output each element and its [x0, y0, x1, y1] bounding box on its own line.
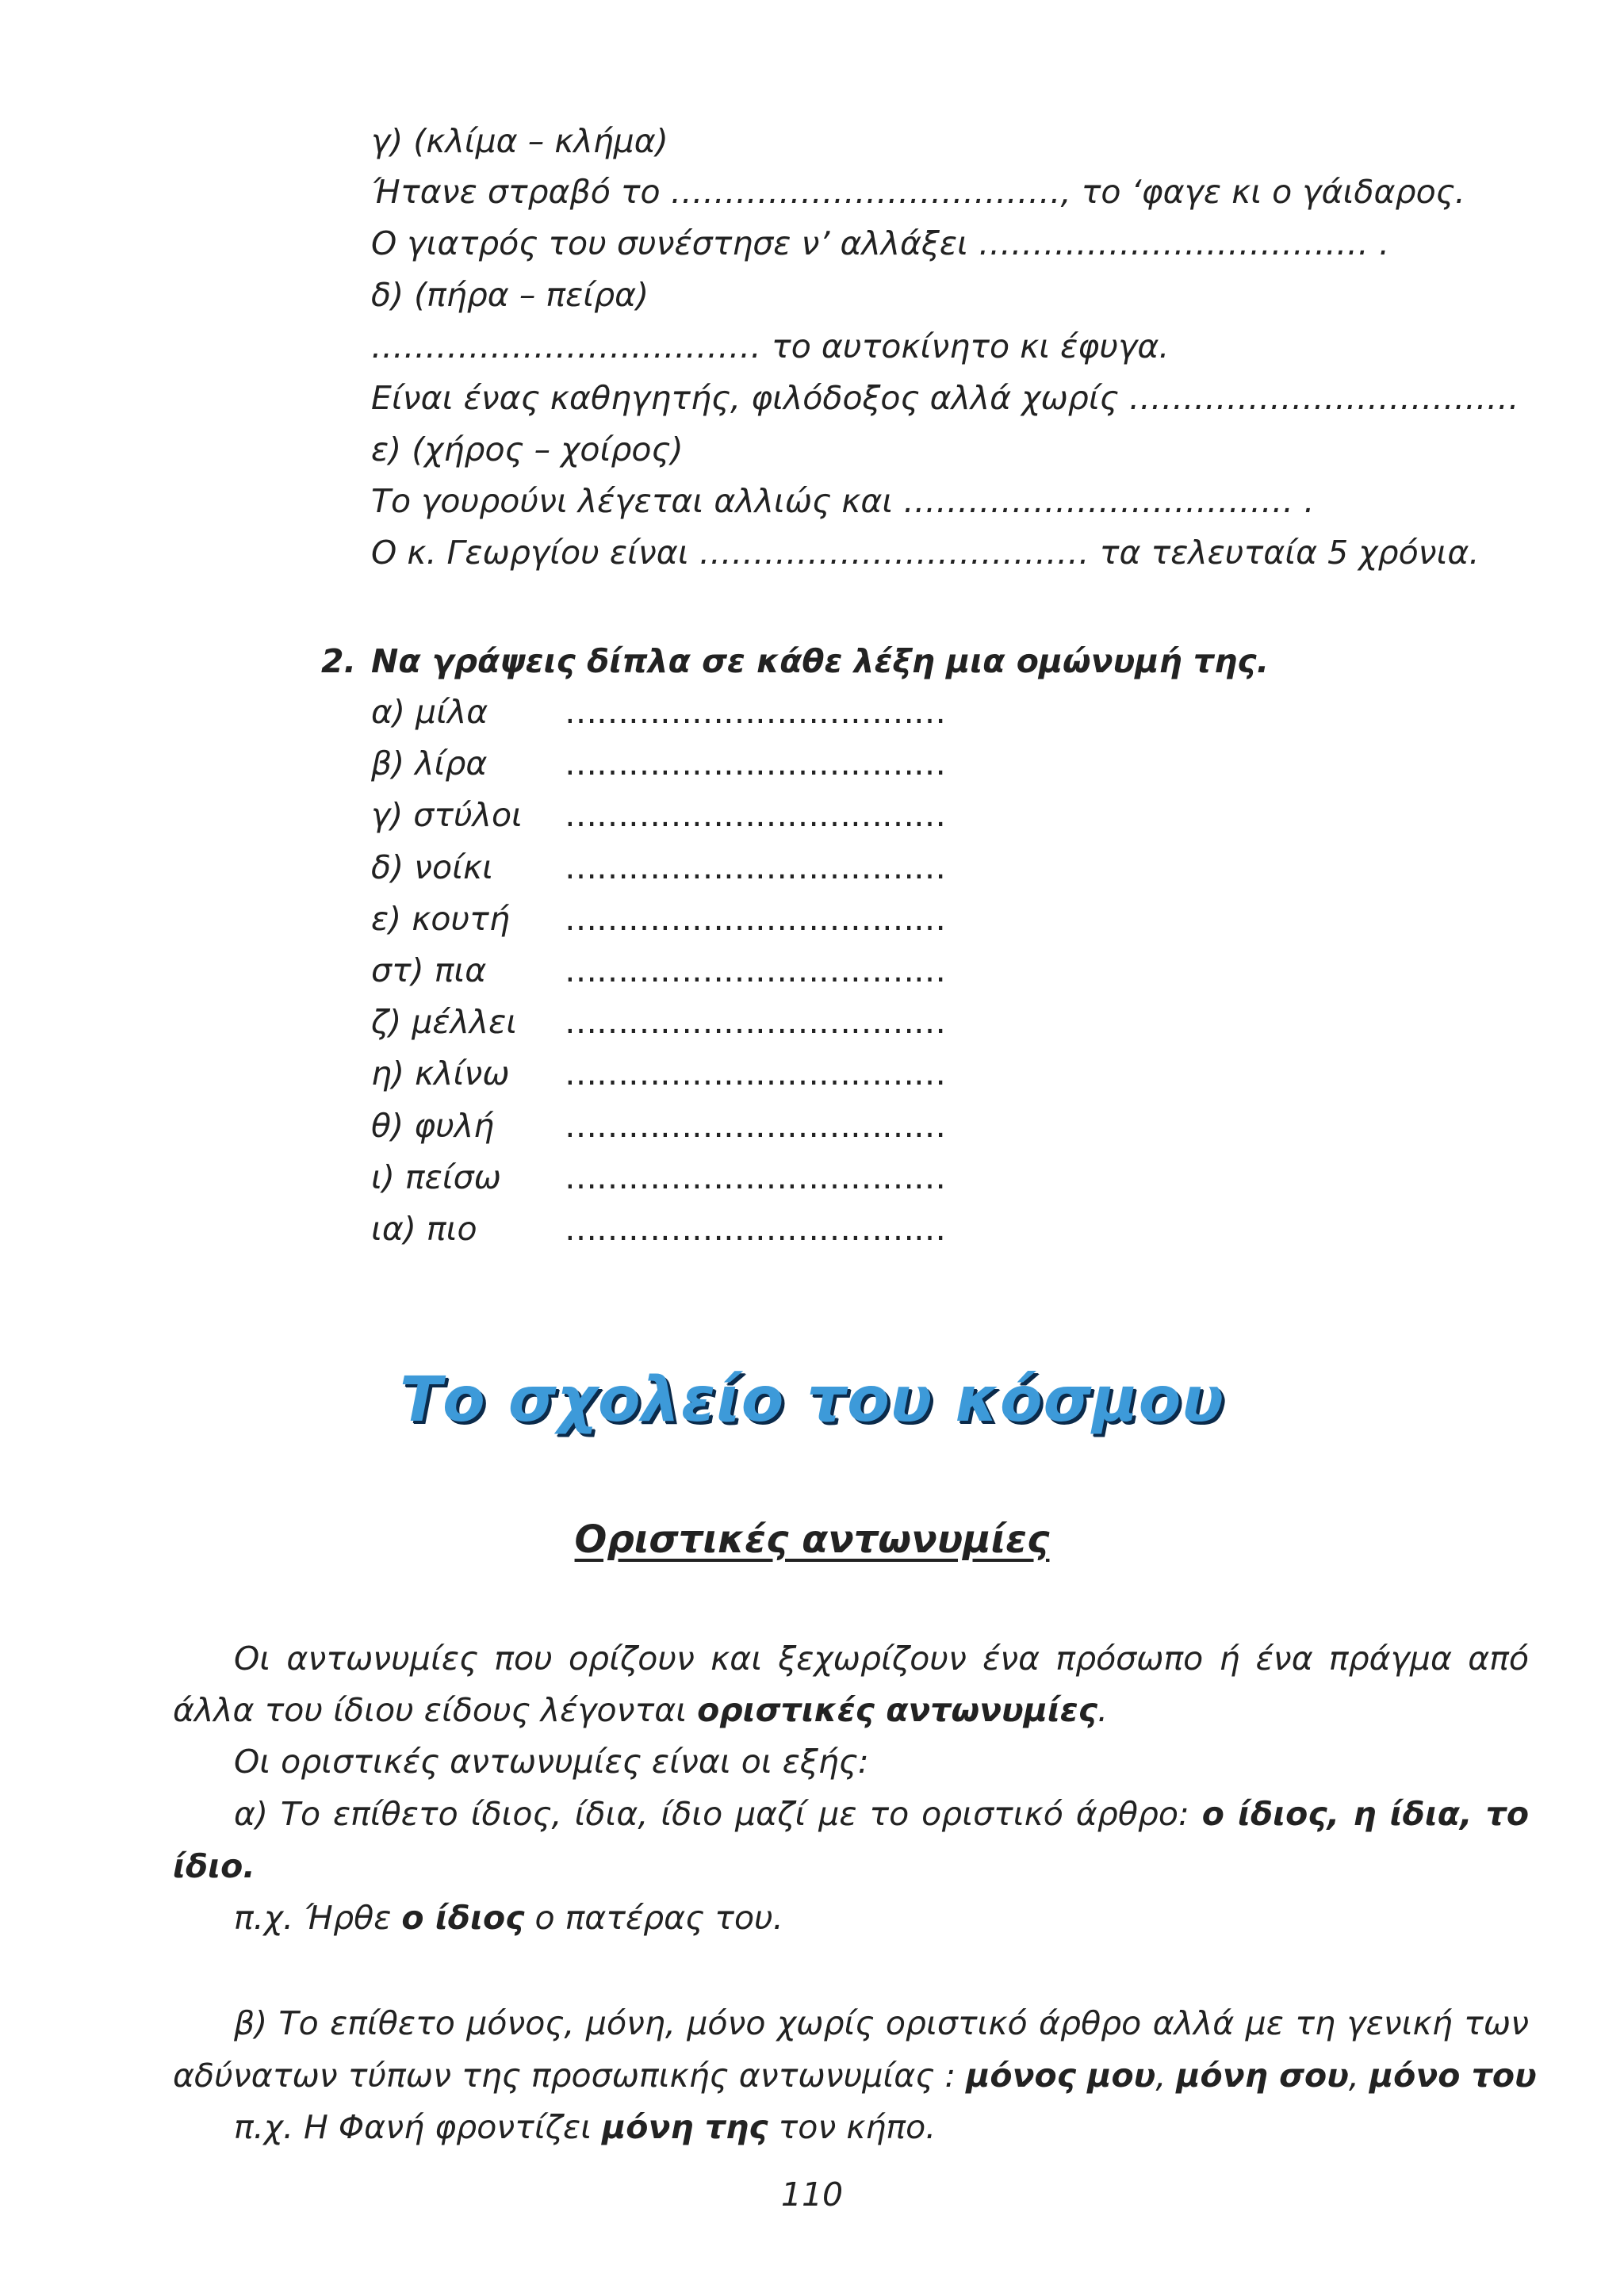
- homonym-item-word: στ) πια: [371, 951, 487, 989]
- exercise-1d-sentence-2: Είναι ένας καθηγητής, φιλόδοξος αλλά χωρίς ………………………………: [371, 379, 1519, 417]
- exercise-1e-sentence-1: Το γουρούνι λέγεται αλλιώς και ……………………………… .: [371, 482, 1315, 520]
- homonym-item-word: ια) πιο: [371, 1210, 477, 1248]
- theory-item-a-line-2: ίδιο.: [173, 1847, 255, 1885]
- theory-item-a-line-1: α) Το επίθετο ίδιος, ίδια, ίδιο μαζί με το οριστικό άρθρο: ο ίδιος, η ίδια, το: [234, 1795, 1530, 1833]
- homonym-item-word: β) λίρα: [371, 744, 488, 783]
- homonym-item-word: α) μίλα: [371, 693, 488, 731]
- exercise-1g-sentence-2: Ο γιατρός του συνέστησε ν’ αλλάξει ……………………………… .: [371, 224, 1390, 262]
- exercise-1g-header: γ) (κλίμα – κλήμα): [371, 122, 668, 160]
- homonym-item-word: δ) νοίκι: [371, 848, 494, 886]
- theory-item-b-line-2: αδύνατων τύπων της προσωπικής αντωνυμίας : μόνος μου, μόνη σου, μόνο του: [173, 2057, 1537, 2095]
- homonym-item-blank: ………………………………: [565, 1158, 945, 1196]
- exercise-1e-header: ε) (χήρος – χοίρος): [371, 430, 684, 469]
- term-definite-pronouns: οριστικές αντωνυμίες: [697, 1691, 1097, 1729]
- exercise-1e-sentence-2: Ο κ. Γεωργίου είναι ……………………………… τα τελευταία 5 χρόνια.: [371, 534, 1480, 572]
- homonym-item-blank: ………………………………: [565, 900, 945, 938]
- homonym-item-word: η) κλίνω: [371, 1054, 510, 1093]
- exercise-2-number: 2.: [321, 642, 357, 680]
- theory-item-b-example: π.χ. Η Φανή φροντίζει μόνη της τον κήπο.: [234, 2108, 936, 2146]
- theory-intro-line-1: Οι αντωνυμίες που ορίζουν και ξεχωρίζουν ένα πρόσωπο ή ένα πράγμα από: [234, 1640, 1529, 1678]
- exercise-1d-sentence-1: ……………………………… το αυτοκίνητο κι έφυγα.: [371, 327, 1170, 365]
- page-number: 110: [780, 2175, 844, 2214]
- homonym-item-word: ζ) μέλλει: [371, 1003, 518, 1041]
- homonym-item-word: γ) στύλοι: [371, 796, 523, 834]
- theory-item-b-line-1: β) Το επίθετο μόνος, μόνη, μόνο χωρίς οριστικό άρθρο αλλά με τη γενική των: [234, 2004, 1529, 2042]
- section-subtitle: Οριστικές αντωνυμίες: [574, 1517, 1050, 1562]
- homonym-item-blank: ………………………………: [565, 1210, 945, 1248]
- theory-intro-line-2: άλλα του ίδιου είδους λέγονται οριστικές αντωνυμίες.: [173, 1691, 1109, 1729]
- homonym-item-blank: ………………………………: [565, 848, 945, 886]
- homonym-item-blank: ………………………………: [565, 796, 945, 834]
- homonym-item-word: ε) κουτή: [371, 900, 510, 938]
- theory-list-intro: Οι οριστικές αντωνυμίες είναι οι εξής:: [234, 1743, 869, 1781]
- homonym-item-word: θ) φυλή: [371, 1107, 495, 1145]
- homonym-item-blank: ………………………………: [565, 1054, 945, 1093]
- homonym-item-word: ι) πείσω: [371, 1158, 501, 1196]
- homonym-item-blank: ………………………………: [565, 693, 945, 731]
- section-title: Το σχολείο του κόσμου: [399, 1364, 1225, 1436]
- theory-item-a-example: π.χ. Ήρθε ο ίδιος ο πατέρας του.: [234, 1899, 783, 1937]
- homonym-item-blank: ………………………………: [565, 744, 945, 783]
- homonym-item-blank: ………………………………: [565, 1107, 945, 1145]
- exercise-2-instruction: Να γράψεις δίπλα σε κάθε λέξη μια ομώνυμή της.: [371, 642, 1270, 680]
- exercise-1d-header: δ) (πήρα – πείρα): [371, 276, 649, 314]
- exercise-1g-sentence-1: Ήτανε στραβό το ………………………………, το ‘φαγε κι ο γάιδαρος.: [371, 173, 1465, 211]
- homonym-item-blank: ………………………………: [565, 951, 945, 989]
- homonym-item-blank: ………………………………: [565, 1003, 945, 1041]
